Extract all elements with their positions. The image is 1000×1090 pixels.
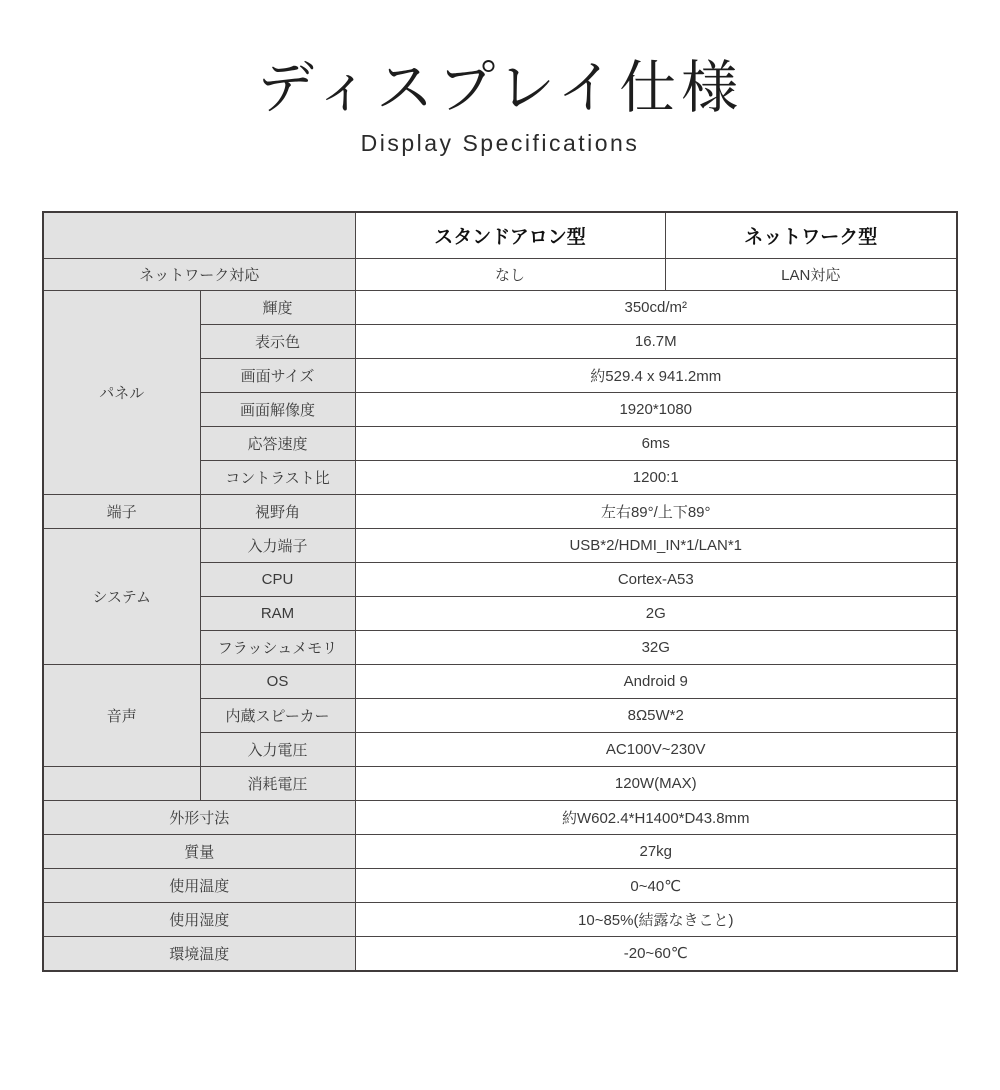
row-label-input-voltage: 入力電圧 — [200, 733, 355, 767]
row-label-contrast-ratio: コントラスト比 — [200, 461, 355, 495]
row-value-ambient-temperature: -20~60℃ — [355, 937, 957, 971]
group-label-empty — [43, 767, 200, 801]
row-label-network-support: ネットワーク対応 — [43, 259, 355, 291]
table-row — [43, 767, 957, 801]
row-label-flash-memory: フラッシュメモリ — [200, 631, 355, 665]
table-row — [43, 665, 957, 699]
row-value-contrast-ratio: 1200:1 — [355, 461, 957, 495]
row-value-weight: 27kg — [355, 835, 957, 869]
col-header-network: ネットワーク型 — [665, 212, 957, 259]
row-value-operating-temperature: 0~40℃ — [355, 869, 957, 903]
row-value-viewing-angle: 左右89°/上下89° — [355, 495, 957, 529]
row-value-resolution: 1920*1080 — [355, 393, 957, 427]
page-subtitle: Display Specifications — [360, 129, 640, 156]
row-label-dimensions: 外形寸法 — [43, 801, 355, 835]
table-row — [43, 495, 957, 529]
table-row — [43, 529, 957, 563]
row-value-display-colors: 16.7M — [355, 325, 957, 359]
row-value-power-consumption: 120W(MAX) — [355, 767, 957, 801]
row-value-builtin-speaker: 8Ω5W*2 — [355, 699, 957, 733]
row-label-resolution: 画面解像度 — [200, 393, 355, 427]
group-label-terminal: 端子 — [43, 495, 200, 529]
group-label-system: システム — [43, 529, 200, 665]
page-title: ディスプレイ仕様 — [256, 56, 744, 120]
table-row-network-support — [43, 259, 957, 291]
row-value-dimensions: 約W602.4*H1400*D43.8mm — [355, 801, 957, 835]
corner-cell — [43, 212, 355, 259]
row-label-ram: RAM — [200, 597, 355, 631]
row-value-flash-memory: 32G — [355, 631, 957, 665]
table-row — [43, 291, 957, 325]
group-label-panel: パネル — [43, 291, 200, 495]
row-value-operating-humidity: 10~85%(結露なきこと) — [355, 903, 957, 937]
row-label-screen-size: 画面サイズ — [200, 359, 355, 393]
network-support-standalone-value: なし — [355, 259, 665, 291]
row-label-brightness: 輝度 — [200, 291, 355, 325]
row-label-operating-temperature: 使用温度 — [43, 869, 355, 903]
row-label-os: OS — [200, 665, 355, 699]
display-spec-table — [42, 211, 958, 972]
row-label-cpu: CPU — [200, 563, 355, 597]
table-row — [43, 903, 957, 937]
row-label-builtin-speaker: 内蔵スピーカー — [200, 699, 355, 733]
row-value-input-voltage: AC100V~230V — [355, 733, 957, 767]
table-row — [43, 869, 957, 903]
table-row — [43, 801, 957, 835]
row-label-viewing-angle: 視野角 — [200, 495, 355, 529]
table-row — [43, 835, 957, 869]
table-header-row — [43, 212, 957, 259]
row-label-weight: 質量 — [43, 835, 355, 869]
row-value-os: Android 9 — [355, 665, 957, 699]
group-label-audio: 音声 — [43, 665, 200, 767]
row-value-brightness: 350cd/m² — [355, 291, 957, 325]
row-label-power-consumption: 消耗電圧 — [200, 767, 355, 801]
col-header-standalone: スタンドアロン型 — [355, 212, 665, 259]
network-support-network-value: LAN対応 — [665, 259, 957, 291]
row-label-input-terminals: 入力端子 — [200, 529, 355, 563]
row-value-screen-size: 約529.4 x 941.2mm — [355, 359, 957, 393]
row-label-operating-humidity: 使用湿度 — [43, 903, 355, 937]
row-label-display-colors: 表示色 — [200, 325, 355, 359]
row-value-ram: 2G — [355, 597, 957, 631]
table-row — [43, 937, 957, 971]
row-value-input-terminals: USB*2/HDMI_IN*1/LAN*1 — [355, 529, 957, 563]
row-value-response-time: 6ms — [355, 427, 957, 461]
row-value-cpu: Cortex-A53 — [355, 563, 957, 597]
row-label-response-time: 応答速度 — [200, 427, 355, 461]
row-label-ambient-temperature: 環境温度 — [43, 937, 355, 971]
